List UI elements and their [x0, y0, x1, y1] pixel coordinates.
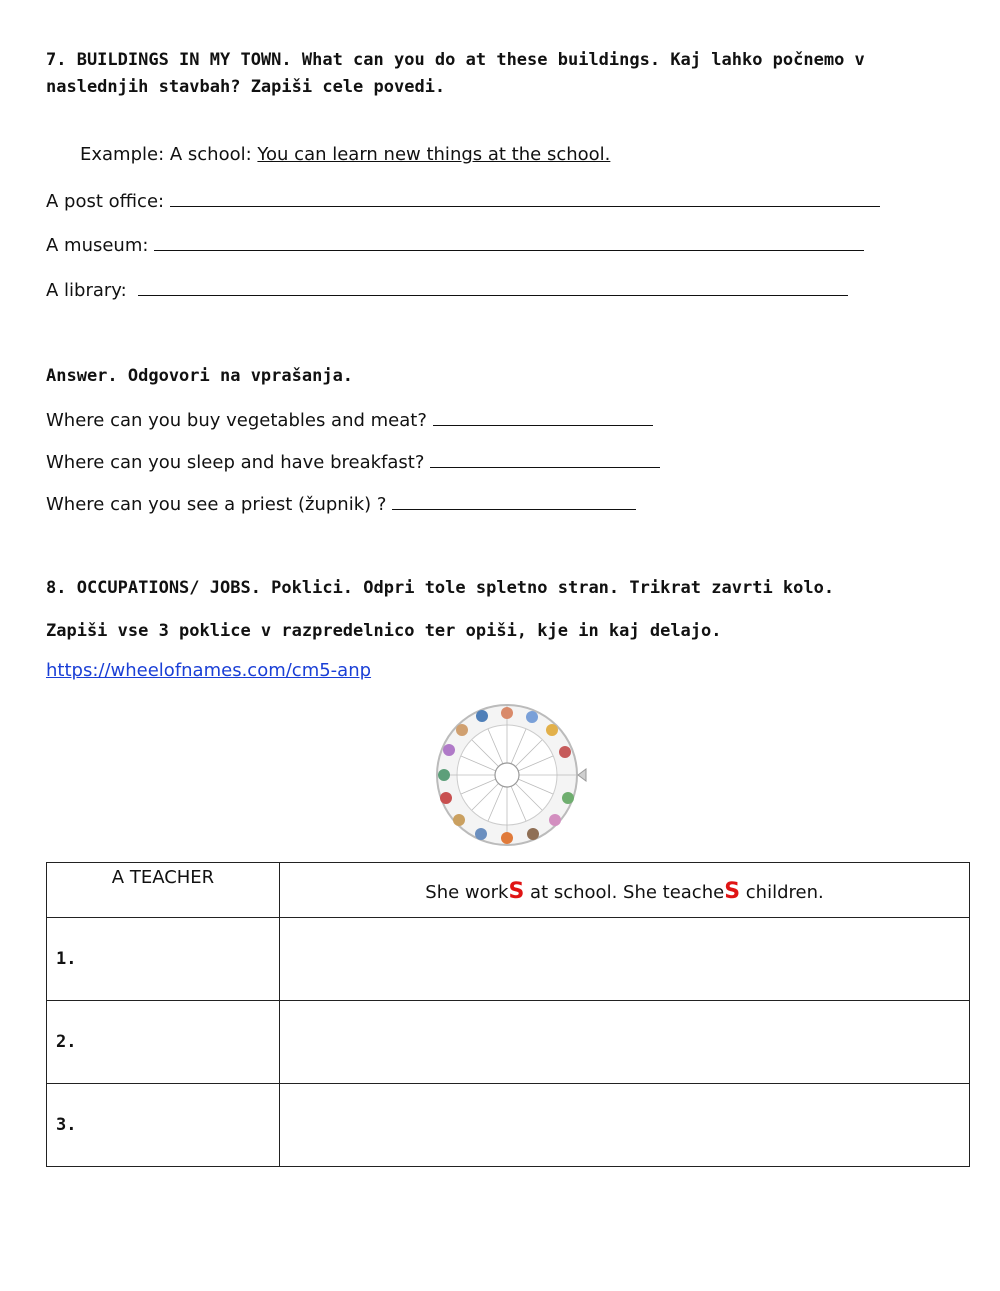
museum-line [46, 232, 864, 256]
example-line [80, 144, 610, 165]
library-line [46, 277, 848, 301]
section7-heading-line1: 7. BUILDINGS IN MY TOWN. What can you do at these buildings. Kaj lahko počnemo v [46, 50, 865, 70]
section8-heading-line1: 8. OCCUPATIONS/ JOBS. Poklici. Odpri tole spletno stran. Trikrat zavrti kolo. [46, 578, 835, 598]
wheel-center [495, 763, 519, 787]
example-answer: You can learn new things at the school. [257, 144, 611, 165]
emphasis-s-1: S [508, 879, 525, 904]
question-3-text: Where can you see a priest (župnik) ? [46, 494, 387, 515]
row-3-description-cell[interactable] [280, 1084, 970, 1167]
occupations-table [46, 862, 970, 1167]
example-job-cell: A TEACHER [47, 863, 280, 918]
museum-label: A museum: [46, 235, 149, 256]
link-line [46, 660, 371, 681]
question-1-text: Where can you buy vegetables and meat? [46, 410, 427, 431]
answer-heading: Answer. Odgovori na vprašanja. [46, 366, 354, 386]
table-row [47, 918, 970, 1001]
example-sentence-cell [280, 863, 970, 918]
library-answer-blank[interactable] [138, 277, 848, 296]
emphasis-s-2: S [724, 879, 741, 904]
sentence-part3: children. [740, 882, 824, 903]
row-number-3[interactable]: 3. [47, 1084, 280, 1167]
wheel-of-names-link[interactable]: https://wheelofnames.com/cm5-anp [46, 660, 372, 681]
table-row [47, 1001, 970, 1084]
section8-heading-line2: Zapiši vse 3 poklice v razpredelnico ter opiši, kje in kaj delajo. [46, 621, 722, 641]
wheel-of-names-image [432, 700, 592, 850]
museum-answer-blank[interactable] [154, 232, 864, 251]
post-office-answer-blank[interactable] [170, 188, 880, 207]
wheel-pointer-icon [578, 769, 586, 781]
sentence-part2: at school. She teache [524, 882, 725, 903]
question-3-line [46, 491, 636, 515]
question-1-line [46, 407, 653, 431]
section7-heading-line2: naslednjih stavbah? Zapiši cele povedi. [46, 77, 446, 97]
table-row-example [47, 863, 970, 918]
row-2-description-cell[interactable] [280, 1001, 970, 1084]
question-3-answer-blank[interactable] [392, 491, 636, 510]
row-1-description-cell[interactable] [280, 918, 970, 1001]
question-1-answer-blank[interactable] [433, 407, 653, 426]
question-2-text: Where can you sleep and have breakfast? [46, 452, 425, 473]
library-label: A library: [46, 280, 127, 301]
row-number-1[interactable]: 1. [47, 918, 280, 1001]
sentence-part1: She work [425, 882, 509, 903]
row-number-2[interactable]: 2. [47, 1001, 280, 1084]
table-row [47, 1084, 970, 1167]
post-office-label: A post office: [46, 191, 165, 212]
post-office-line [46, 188, 880, 212]
example-label: Example: A school: [80, 144, 252, 165]
question-2-answer-blank[interactable] [430, 449, 660, 468]
question-2-line [46, 449, 660, 473]
